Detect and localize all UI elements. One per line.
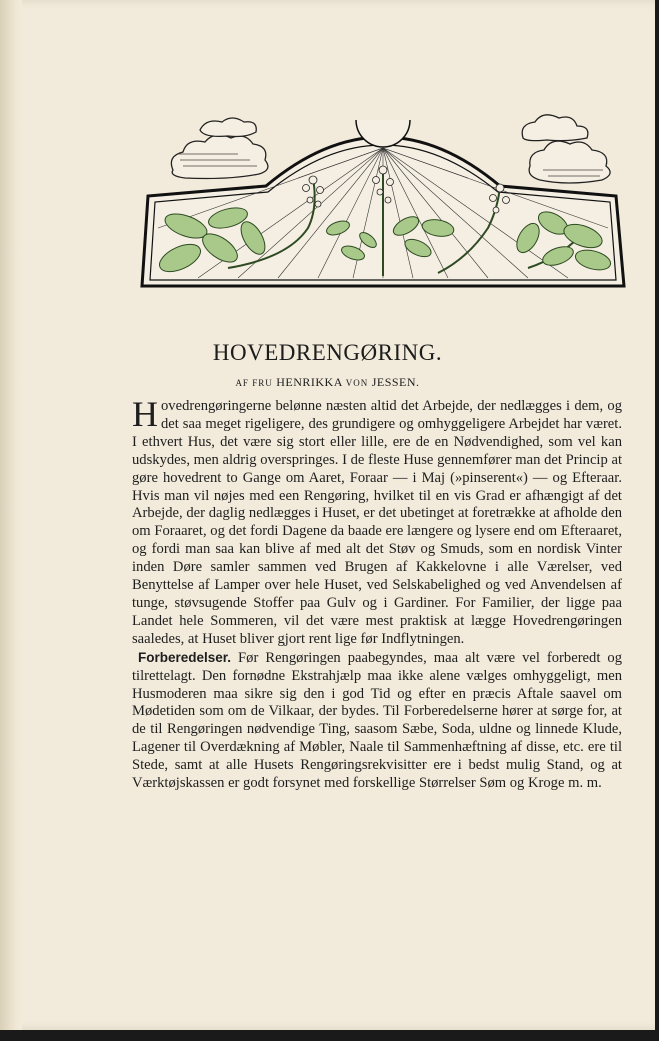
article-byline bbox=[0, 375, 655, 390]
header-illustration bbox=[138, 108, 628, 292]
byline-surname: JESSEN. bbox=[371, 375, 420, 389]
article-body bbox=[132, 394, 622, 793]
paragraph-2 bbox=[132, 649, 622, 793]
byline-von: VON bbox=[345, 378, 369, 388]
section-heading: Forberedelser. bbox=[138, 649, 232, 665]
byline-prefix: AF FRU bbox=[235, 378, 273, 388]
drop-cap: H bbox=[132, 394, 158, 434]
article-title: HOVEDRENGØRING. bbox=[212, 340, 443, 365]
paragraph-1 bbox=[132, 394, 622, 649]
cloud-left-icon bbox=[171, 118, 268, 179]
page-gutter bbox=[0, 0, 22, 1030]
byline-name: HENRIKKA bbox=[276, 375, 343, 389]
cloud-right-icon bbox=[522, 115, 610, 183]
paragraph-2-text: Før Rengøringen paabegyndes, maa alt være vel forberedt og tilrettelagt. Den fornødne Ekstrahjælp maa ikke alene vælges omhyggeligt, men Husmoderen maa sikre sig den i god Tid og efter en præcis Aftale saavel om Mødetiden som om de Vilkaar, der bydes. Til Forberedelserne hører at sørge for, at de til Rengøringen nødvendige Ting, saasom Sæbe, Soda, uldne og linnede Klude, Lagener til Overdækning af Møbler, Naale til Sammenhæftning af disse, etc. ere til Stede, samt at alle Husets Rengøringsrekvisitter ere i bedst mulig Stand, og at Værktøjskassen er godt forsynet med forskellige Størrelser Søm og Kroge m. m. bbox=[132, 649, 622, 792]
paragraph-1-text: ovedrengøringerne belønne næsten altid det Arbejde, der nedlægges i dem, og det saa meget rigeligere, des grundigere og omhyggeligere Arbejdet har været. I ethvert Hus, det være sig stort eller lille, ere de en Nødvendighed, som vel kan udskydes, men aldrig overspringes. I de fleste Huse gennemfører man det Princip at gøre hovedrent to Gange om Aaret, Foraar — i Maj (»pinserent«) — og Efteraar. Hvis man vil nøjes med een Rengøring, hvilket til en vis Grad er afhængigt af det Arbejde, der daglig nedlægges i Huset, er det ubetinget at foretrække at afholde den om Foraaret, og det fordi Dagene da baade ere længere og lysere end om Efteraaret, og fordi man saa kan blive af med alt det Støv og Smuds, som en nordisk Vinter inden Døre samler sammen ved Brugen af Kakkelovne i alle Værelser, ved Benyttelse af Lamper over hele Huset, ved Selskabelighed og ved Anvendelsen af tunge, støvsugende Stoffer paa Gulv og i Gardiner. For Familier, der ligge paa Landet hele Sommeren, vil det være mest praktisk at lægge Hovedrengøringen saaledes, at Huset bliver gjort rent lige før Indflytningen. bbox=[132, 398, 622, 647]
